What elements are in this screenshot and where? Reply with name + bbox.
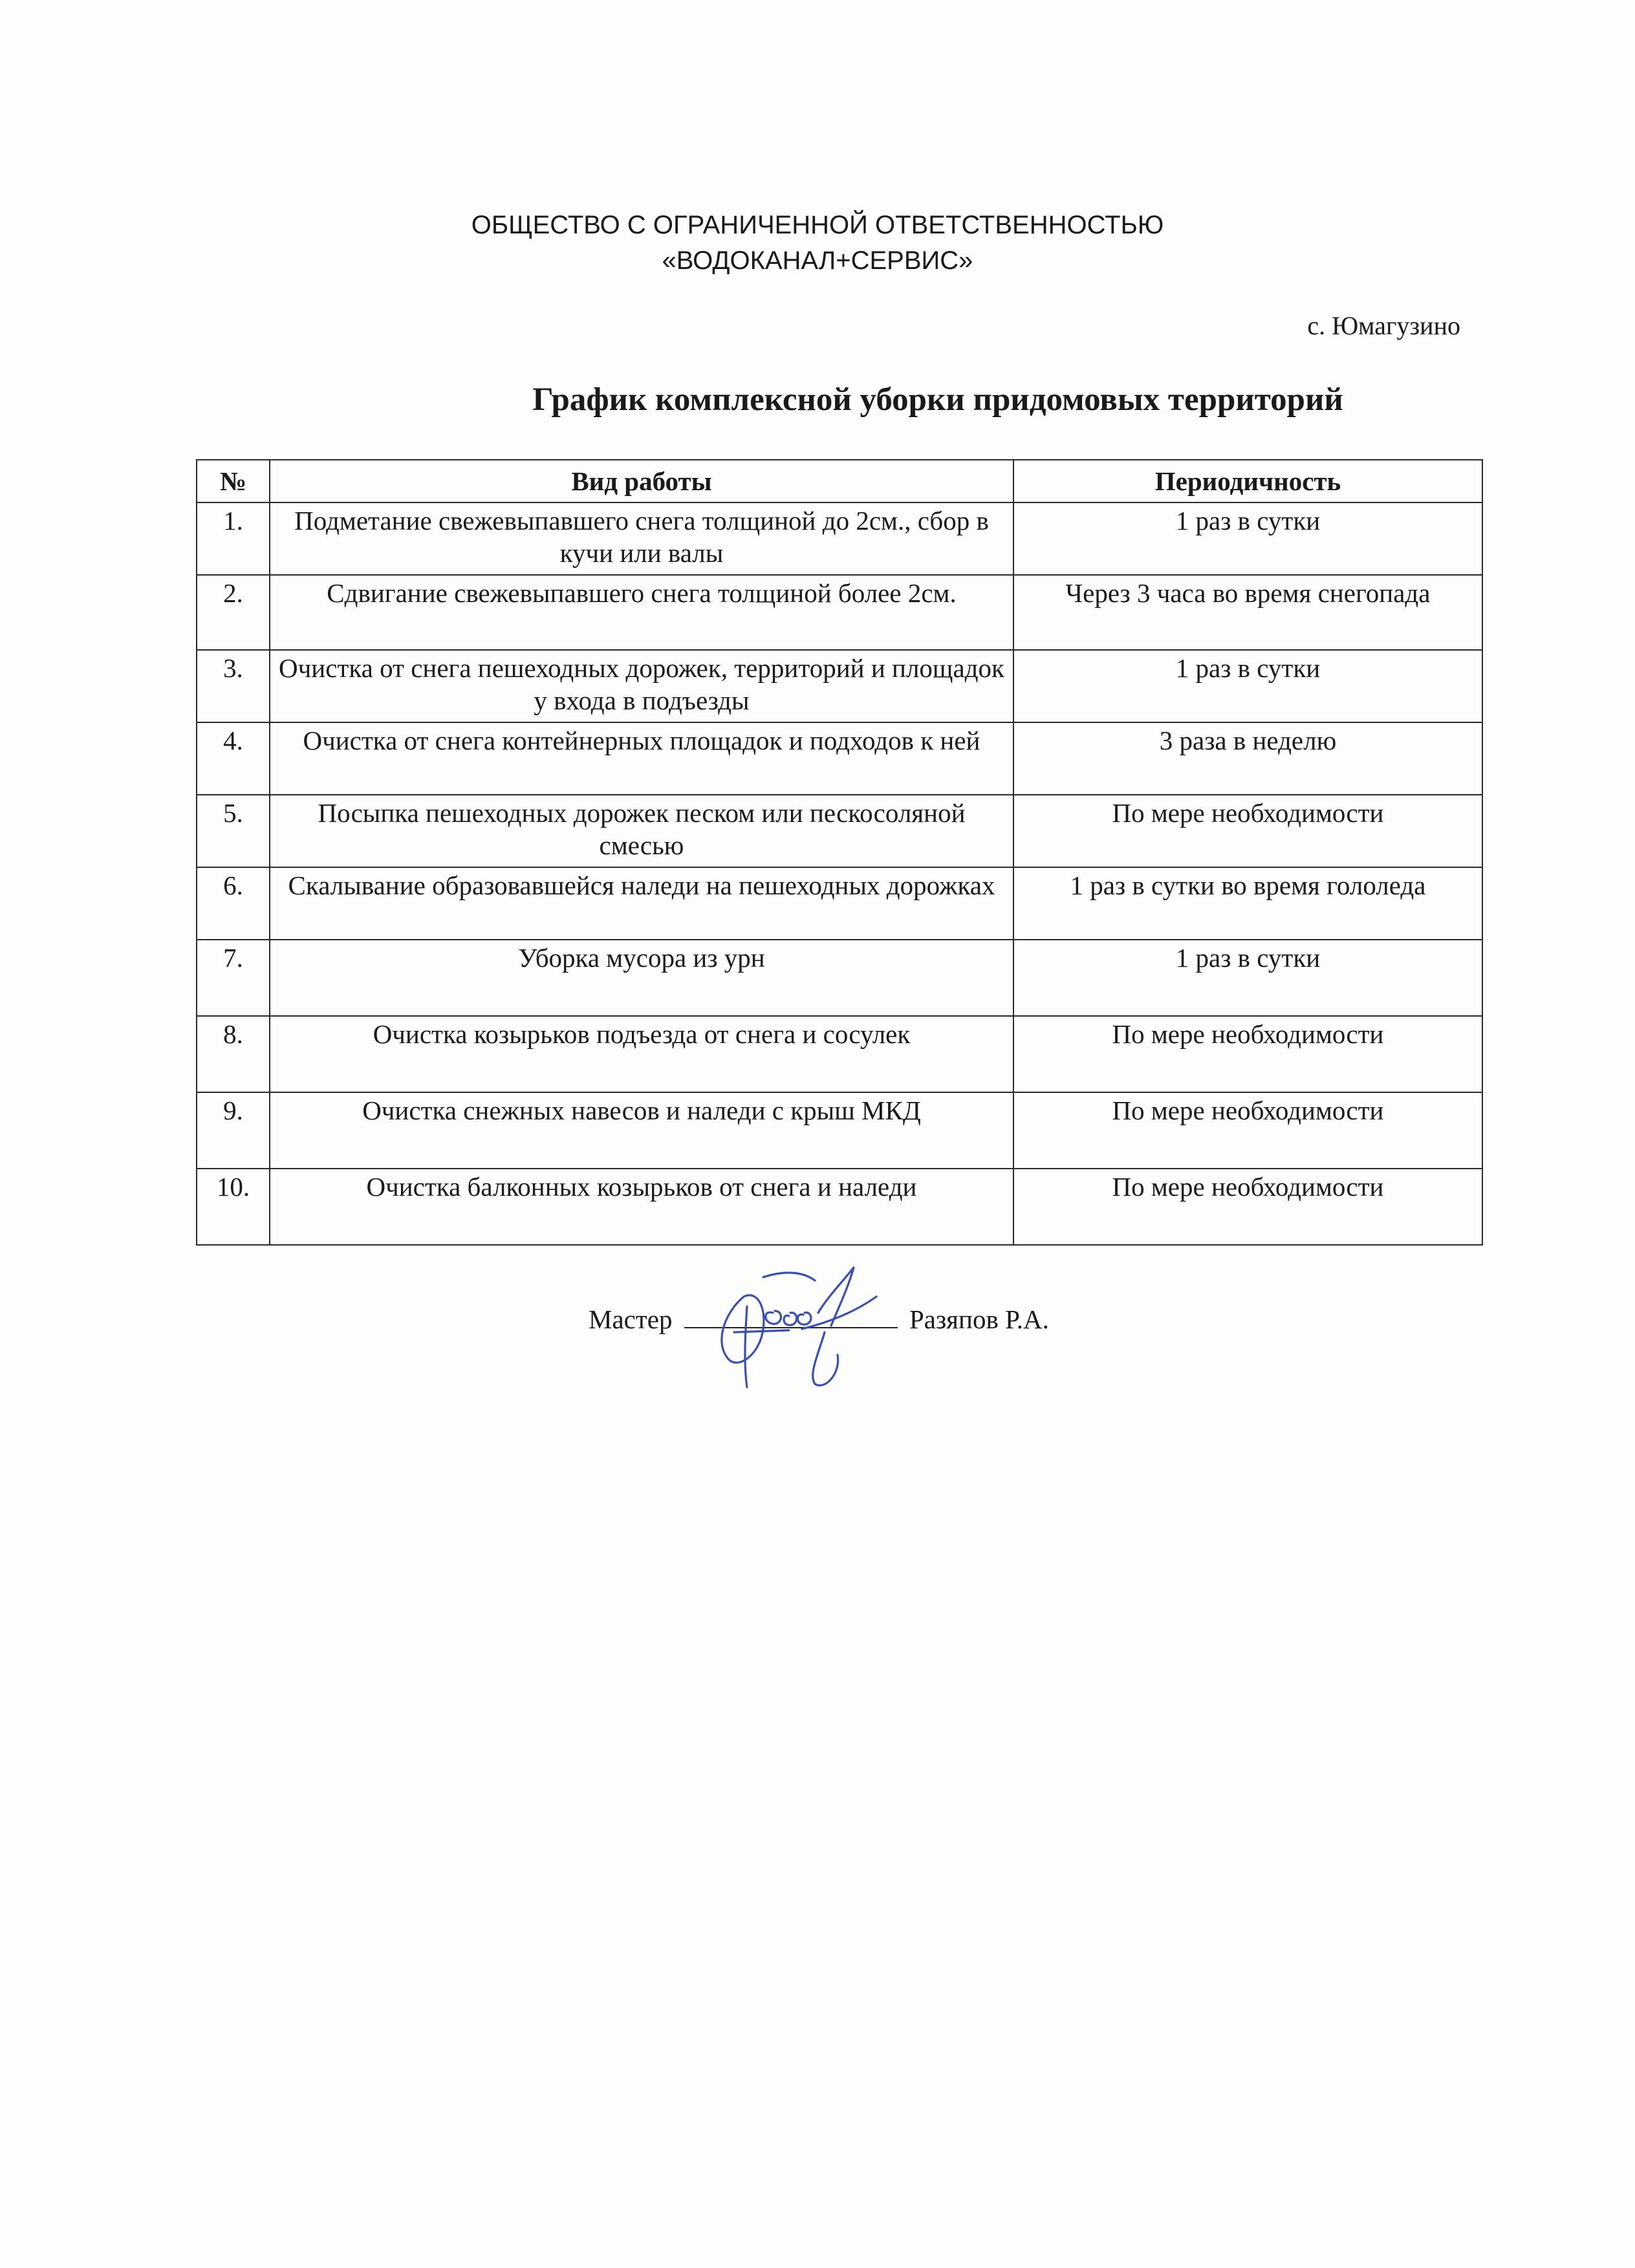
table-row bbox=[197, 1169, 1482, 1245]
work-type: Очистка козырьков подъезда от снега и сосулек bbox=[270, 1016, 1013, 1092]
periodicity: 1 раз в сутки bbox=[1013, 940, 1482, 1016]
row-number: 5. bbox=[197, 795, 270, 867]
row-number: 3. bbox=[197, 650, 270, 722]
row-number: 10. bbox=[197, 1169, 270, 1245]
row-number: 7. bbox=[197, 940, 270, 1016]
column-header-work-type: Вид работы bbox=[270, 460, 1013, 502]
table-row bbox=[197, 650, 1482, 722]
row-number: 2. bbox=[197, 575, 270, 650]
table-row bbox=[197, 940, 1482, 1016]
row-number: 1. bbox=[197, 502, 270, 575]
table-row bbox=[197, 1016, 1482, 1092]
periodicity: 3 раза в неделю bbox=[1013, 722, 1482, 795]
organization-name-line-1: ОБЩЕСТВО С ОГРАНИЧЕННОЙ ОТВЕТСТВЕННОСТЬЮ bbox=[471, 211, 1164, 239]
row-number: 8. bbox=[197, 1016, 270, 1092]
document-title: График комплексной уборки придомовых территорий bbox=[532, 382, 1343, 418]
table-row bbox=[197, 867, 1482, 940]
work-type: Очистка балконных козырьков от снега и наледи bbox=[270, 1169, 1013, 1245]
organization-name-line-2: «ВОДОКАНАЛ+СЕРВИС» bbox=[662, 246, 973, 275]
work-type: Сдвигание свежевыпавшего снега толщиной более 2см. bbox=[270, 575, 1013, 650]
work-type: Очистка от снега контейнерных площадок и подходов к ней bbox=[270, 722, 1013, 795]
table-row bbox=[197, 502, 1482, 575]
table-row bbox=[197, 722, 1482, 795]
work-type: Посыпка пешеходных дорожек песком или пескосоляной смесью bbox=[270, 795, 1013, 867]
signer-name: Разяпов Р.А. bbox=[909, 1304, 1049, 1334]
table-row bbox=[197, 795, 1482, 867]
column-header-number: № bbox=[197, 460, 270, 502]
periodicity: По мере необходимости bbox=[1013, 795, 1482, 867]
periodicity: 1 раз в сутки во время гололеда bbox=[1013, 867, 1482, 940]
row-number: 4. bbox=[197, 722, 270, 795]
cleaning-schedule-table bbox=[196, 459, 1483, 1246]
row-number: 9. bbox=[197, 1092, 270, 1169]
periodicity: По мере необходимости bbox=[1013, 1016, 1482, 1092]
table-header-row bbox=[197, 460, 1482, 502]
signature-role-label: Мастер bbox=[589, 1304, 673, 1334]
work-type: Уборка мусора из урн bbox=[270, 940, 1013, 1016]
location: с. Юмагузино bbox=[1307, 311, 1460, 340]
periodicity: 1 раз в сутки bbox=[1013, 502, 1482, 575]
work-type: Очистка снежных навесов и наледи с крыш МКД bbox=[270, 1092, 1013, 1169]
column-header-periodicity: Периодичность bbox=[1013, 460, 1482, 502]
row-number: 6. bbox=[197, 867, 270, 940]
handwritten-signature bbox=[698, 1251, 905, 1400]
work-type: Очистка от снега пешеходных дорожек, территорий и площадок у входа в подъезды bbox=[270, 650, 1013, 722]
table-row bbox=[197, 1092, 1482, 1169]
work-type: Подметание свежевыпавшего снега толщиной до 2см., сбор в кучи или валы bbox=[270, 502, 1013, 575]
table-row bbox=[197, 575, 1482, 650]
periodicity: Через 3 часа во время снегопада bbox=[1013, 575, 1482, 650]
work-type: Скалывание образовавшейся наледи на пешеходных дорожках bbox=[270, 867, 1013, 940]
periodicity: По мере необходимости bbox=[1013, 1169, 1482, 1245]
periodicity: По мере необходимости bbox=[1013, 1092, 1482, 1169]
periodicity: 1 раз в сутки bbox=[1013, 650, 1482, 722]
